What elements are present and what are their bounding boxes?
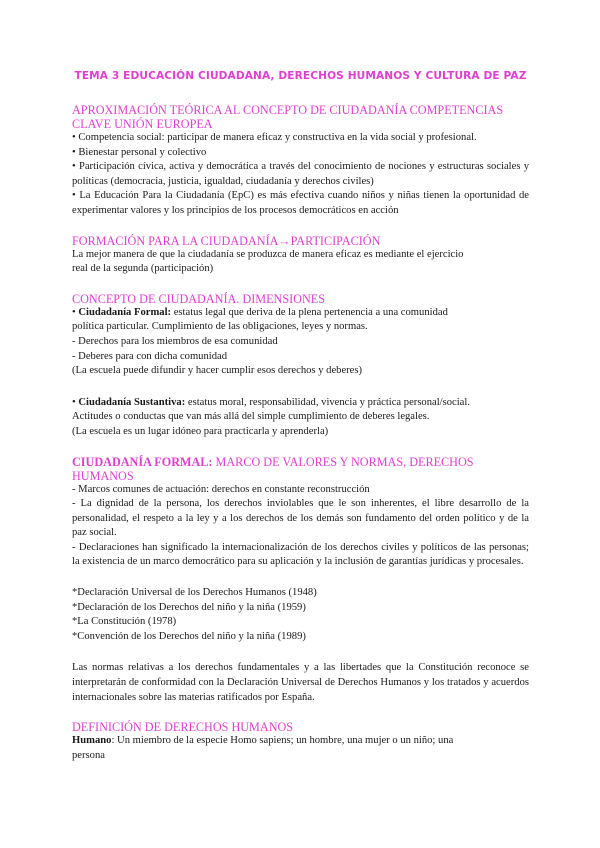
text-line: La mejor manera de que la ciudadanía se produzca de manera eficaz es mediante el ejercicio [72,248,464,260]
bullet-item: • La Educación Para la Ciudadanía (EpC) es más efectiva cuando niños y niñas tienen la oportunidad de experimentar valores y los principios de los procesos democráticos en acción [72,190,529,216]
bullet: • [72,306,79,318]
bullet-item: • Bienestar personal y colectivo [72,146,207,158]
dash-item: - Marcos comunes de actuación: derechos en constante reconstrucción [72,483,370,495]
text-line: política particular. Cumplimiento de las obligaciones, leyes y normas. [72,321,368,333]
bullet-item: • Participación cívica, activa y democrática a través del conocimiento de nociones y estructuras sociales y políticas (democracia, justicia, igualdad, ciudadanía y derechos civiles) [72,161,529,187]
dash-item: - Derechos para los miembros de esa comunidad [72,335,278,347]
bullet-item: • Competencia social: participar de manera eficaz y constructiva en la vida social y profesional. [72,132,477,143]
section-heading: CONCEPTO DE CIUDADANÍA. DIMENSIONES [72,291,326,306]
text-line: real de la segunda (participación) [72,263,214,275]
bullet: • [72,396,79,408]
term-text: : Un miembro de la especie Homo sapiens; un hombre, una mujer o un niño; una [111,735,454,747]
dash-item: - Deberes para con dicha comunidad [72,350,228,362]
definition-line [72,734,529,749]
section-heading [72,455,529,483]
dash-item: - Declaraciones han significado la internacionalización de los derechos civiles y políticos de las personas; la existencia de un marco democrático para su aplicación y la inclusión de garantías jurídicas y procesales. [72,541,529,568]
section-definicion-ddhh [72,720,529,763]
text-line: persona [72,749,105,761]
heading-bold: CIUDADANÍA FORMAL: [72,454,213,469]
section-competencias [72,103,529,219]
term-text: estatus legal que deriva de la plena pertenencia a una comunidad [171,306,448,318]
document-item: *La Constitución (1978) [72,616,177,628]
documents-list [72,586,529,644]
term-text: estatus moral, responsabilidad, vivencia y práctica personal/social. [185,396,470,408]
document-item: *Declaración Universal de los Derechos Humanos (1948) [72,587,317,599]
section-heading: FORMACIÓN PARA LA CIUDADANÍA→PARTICIPACIÓN [72,233,381,248]
heading-rest: MARCO DE VALORES Y NORMAS, DERECHOS HUMANOS [72,454,474,483]
section-heading: DEFINICIÓN DE DERECHOS HUMANOS [72,720,294,735]
sustantiva-definition [72,396,529,411]
document-item: *Convención de los Derechos del niño y la niña (1989) [72,630,306,642]
section-dimensiones [72,292,529,440]
term-label: Ciudadanía Formal: [78,306,172,318]
term-label: Humano [72,735,112,747]
document-title: TEMA 3 EDUCACIÓN CIUDADANA, DERECHOS HUMANOS Y CULTURA DE PAZ [74,70,527,82]
paragraph: Las normas relativas a los derechos fundamentales y a las libertades que la Constitución reconoce se interpretarán de conformidad con la Declaración Universal de Derechos Humanos y los tratados y acuerdos internacionales sobre las materias ratificados por España. [72,662,529,703]
term-label: Ciudadanía Sustantiva: [78,396,186,408]
note: (La escuela es un lugar idóneo para practicarla y aprenderla) [72,425,329,437]
section-formacion [72,234,529,277]
dash-item: - La dignidad de la persona, los derechos inviolables que le son inherentes, el libre desarrollo de la personalidad, el respeto a la ley y a los derechos de los demás son fundamento del orden político y de la paz social. [72,498,529,539]
formal-definition [72,306,529,321]
text-line: Actitudes o conductas que van más allá del simple cumplimiento de deberes legales. [72,411,430,423]
section-heading: APROXIMACIÓN TEÓRICA AL CONCEPTO DE CIUDADANÍA COMPETENCIAS CLAVE UNIÓN EUROPEA [72,103,504,131]
note: (La escuela puede difundir y hacer cumplir esos derechos y deberes) [72,365,363,377]
section-ciudadania-formal [72,455,529,706]
document-item: *Declaración de los Derechos del niño y la niña (1959) [72,601,306,613]
